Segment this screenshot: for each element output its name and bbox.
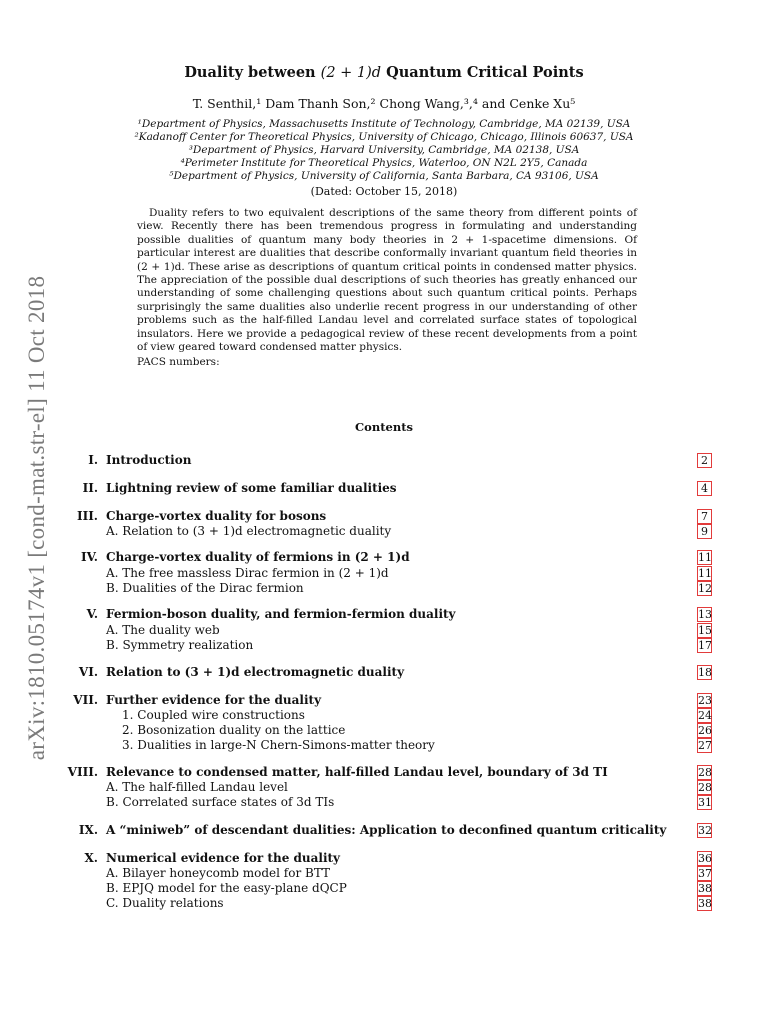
toc-subentry[interactable] xyxy=(0,566,768,581)
toc-number: III. xyxy=(76,509,98,523)
toc-label: Fermion-boson duality, and fermion-fermion duality xyxy=(106,607,456,621)
toc-page-link[interactable]: 32 xyxy=(698,824,712,837)
title-math: (2 + 1)d xyxy=(320,65,382,81)
toc-label: Lightning review of some familiar dualities xyxy=(106,481,397,495)
toc-entry[interactable] xyxy=(0,665,768,680)
title-part2: Quantum Critical Points xyxy=(381,64,584,81)
toc-entry[interactable] xyxy=(0,823,768,838)
toc-subentry[interactable] xyxy=(0,723,768,738)
toc-subentry[interactable] xyxy=(0,896,768,911)
toc-label: Charge-vortex duality of fermions in (2 + 1)d xyxy=(106,550,410,564)
toc-page-link[interactable]: 9 xyxy=(697,524,712,539)
toc-page-link[interactable]: 28 xyxy=(698,781,712,794)
toc-subentry[interactable] xyxy=(0,795,768,810)
toc-label: A. The duality web xyxy=(106,623,220,637)
toc-entry[interactable] xyxy=(0,693,768,708)
toc-label: Introduction xyxy=(106,453,192,467)
toc-label: 3. Dualities in large-N Chern-Simons-matter theory xyxy=(122,738,435,752)
toc-label: Charge-vortex duality for bosons xyxy=(106,509,327,523)
toc-label: A “miniweb” of descendant dualities: Application to deconfined quantum criticality xyxy=(106,823,667,837)
toc-page-link[interactable]: 27 xyxy=(698,739,712,752)
toc-page-link[interactable]: 38 xyxy=(698,882,712,895)
affiliation-4: ⁴Perimeter Institute for Theoretical Physics, Waterloo, ON N2L 2Y5, Canada xyxy=(180,157,588,169)
toc-page-link[interactable]: 18 xyxy=(698,666,712,679)
toc-number: VIII. xyxy=(67,765,98,779)
toc-entry[interactable] xyxy=(0,509,768,524)
toc-page-link[interactable]: 31 xyxy=(698,796,712,809)
toc-number: VII. xyxy=(73,693,98,707)
author-list: T. Senthil,¹ Dam Thanh Son,² Chong Wang,³,⁴ and Cenke Xu⁵ xyxy=(192,96,576,111)
toc-page-link[interactable]: 11 xyxy=(698,551,712,564)
toc-page-link[interactable]: 24 xyxy=(698,709,712,722)
toc-entry[interactable] xyxy=(0,481,768,496)
toc-subentry[interactable] xyxy=(0,708,768,723)
toc-entry[interactable] xyxy=(0,453,768,468)
toc-subentry[interactable] xyxy=(0,638,768,653)
title-part1: Duality between xyxy=(184,64,321,81)
contents-heading: Contents xyxy=(355,420,413,434)
toc-page-link[interactable]: 38 xyxy=(698,897,712,910)
toc-subentry[interactable] xyxy=(0,738,768,753)
toc-label: Relevance to condensed matter, half-filled Landau level, boundary of 3d TI xyxy=(106,765,608,779)
toc-page-link[interactable]: 7 xyxy=(697,509,712,524)
toc-subentry[interactable] xyxy=(0,623,768,638)
toc-label: B. Symmetry realization xyxy=(106,638,254,652)
toc-label: A. Bilayer honeycomb model for BTT xyxy=(106,866,331,880)
toc-label: B. Dualities of the Dirac fermion xyxy=(106,581,304,595)
toc-page-link[interactable]: 26 xyxy=(698,724,712,737)
toc-label: 2. Bosonization duality on the lattice xyxy=(122,723,346,737)
toc-page-link[interactable]: 28 xyxy=(698,766,712,779)
toc-page-link[interactable]: 17 xyxy=(698,639,712,652)
toc-page-link[interactable]: 36 xyxy=(698,852,712,865)
toc-label: 1. Coupled wire constructions xyxy=(122,708,305,722)
toc-number: VI. xyxy=(78,665,98,679)
toc-entry[interactable] xyxy=(0,607,768,622)
toc-number: II. xyxy=(82,481,98,495)
paper-title xyxy=(0,64,768,81)
affiliation-5: ⁵Department of Physics, University of California, Santa Barbara, CA 93106, USA xyxy=(169,170,599,182)
toc-label: A. The free massless Dirac fermion in (2 + 1)d xyxy=(106,566,389,580)
toc-label: Further evidence for the duality xyxy=(106,693,322,707)
toc-subentry[interactable] xyxy=(0,866,768,881)
toc-label: Numerical evidence for the duality xyxy=(106,851,341,865)
date-line: (Dated: October 15, 2018) xyxy=(310,185,458,198)
toc-entry[interactable] xyxy=(0,851,768,866)
toc-page-link[interactable]: 4 xyxy=(697,481,712,496)
pacs-numbers: PACS numbers: xyxy=(137,356,220,368)
toc-page-link[interactable]: 13 xyxy=(698,608,712,621)
toc-page-link[interactable]: 37 xyxy=(698,867,712,880)
toc-label: Relation to (3 + 1)d electromagnetic duality xyxy=(106,665,405,679)
toc-page-link[interactable]: 15 xyxy=(698,624,712,637)
toc-subentry[interactable] xyxy=(0,524,768,539)
toc-number: I. xyxy=(88,453,98,467)
abstract: Duality refers to two equivalent descriptions of the same theory from different points of view. Recently there has been tremendous progress in formulating and understanding possible dualities of quantum many body theories in 2 + 1-spacetime dimensions. Of particular interest are dualities that describe conformally invariant quantum field theories in (2 + 1)d. These arise as descriptions of quantum critical points in condensed matter physics. The appreciation of the possible dual descriptions of such theories has greatly enhanced our understanding of some challenging questions about such quantum critical points. Perhaps surprisingly the same dualities also underlie recent progress in our understanding of other problems such as the half-filled Landau level and correlated surface states of topological insulators. Here we provide a pedagogical review of these recent developments from a point of view geared toward condensed matter physics. xyxy=(137,207,637,354)
toc-page-link[interactable]: 2 xyxy=(697,453,712,468)
toc-subentry[interactable] xyxy=(0,780,768,795)
toc-page-link[interactable]: 23 xyxy=(698,694,712,707)
toc-subentry[interactable] xyxy=(0,881,768,896)
toc-number: IV. xyxy=(80,550,98,564)
affiliation-2: ²Kadanoff Center for Theoretical Physics, University of Chicago, Chicago, Illinois 60637, USA xyxy=(134,131,634,143)
toc-number: V. xyxy=(86,607,98,621)
toc-label: A. Relation to (3 + 1)d electromagnetic duality xyxy=(106,524,392,538)
toc-number: X. xyxy=(84,851,98,865)
toc-number: IX. xyxy=(78,823,98,837)
toc-label: A. The half-filled Landau level xyxy=(106,780,288,794)
affiliation-3: ³Department of Physics, Harvard University, Cambridge, MA 02138, USA xyxy=(188,144,580,156)
toc-entry[interactable] xyxy=(0,765,768,780)
toc-page-link[interactable]: 12 xyxy=(698,582,712,595)
toc-label: B. Correlated surface states of 3d TIs xyxy=(106,795,335,809)
toc-entry[interactable] xyxy=(0,550,768,565)
toc-label: C. Duality relations xyxy=(106,896,224,910)
toc-subentry[interactable] xyxy=(0,581,768,596)
arxiv-identifier: arXiv:1810.05174v1 [cond-mat.str-el] 11 Oct 2018 xyxy=(24,275,49,760)
toc-label: B. EPJQ model for the easy-plane dQCP xyxy=(106,881,347,895)
affiliation-1: ¹Department of Physics, Massachusetts Institute of Technology, Cambridge, MA 02139, USA xyxy=(137,118,631,130)
toc-page-link[interactable]: 11 xyxy=(698,567,712,580)
